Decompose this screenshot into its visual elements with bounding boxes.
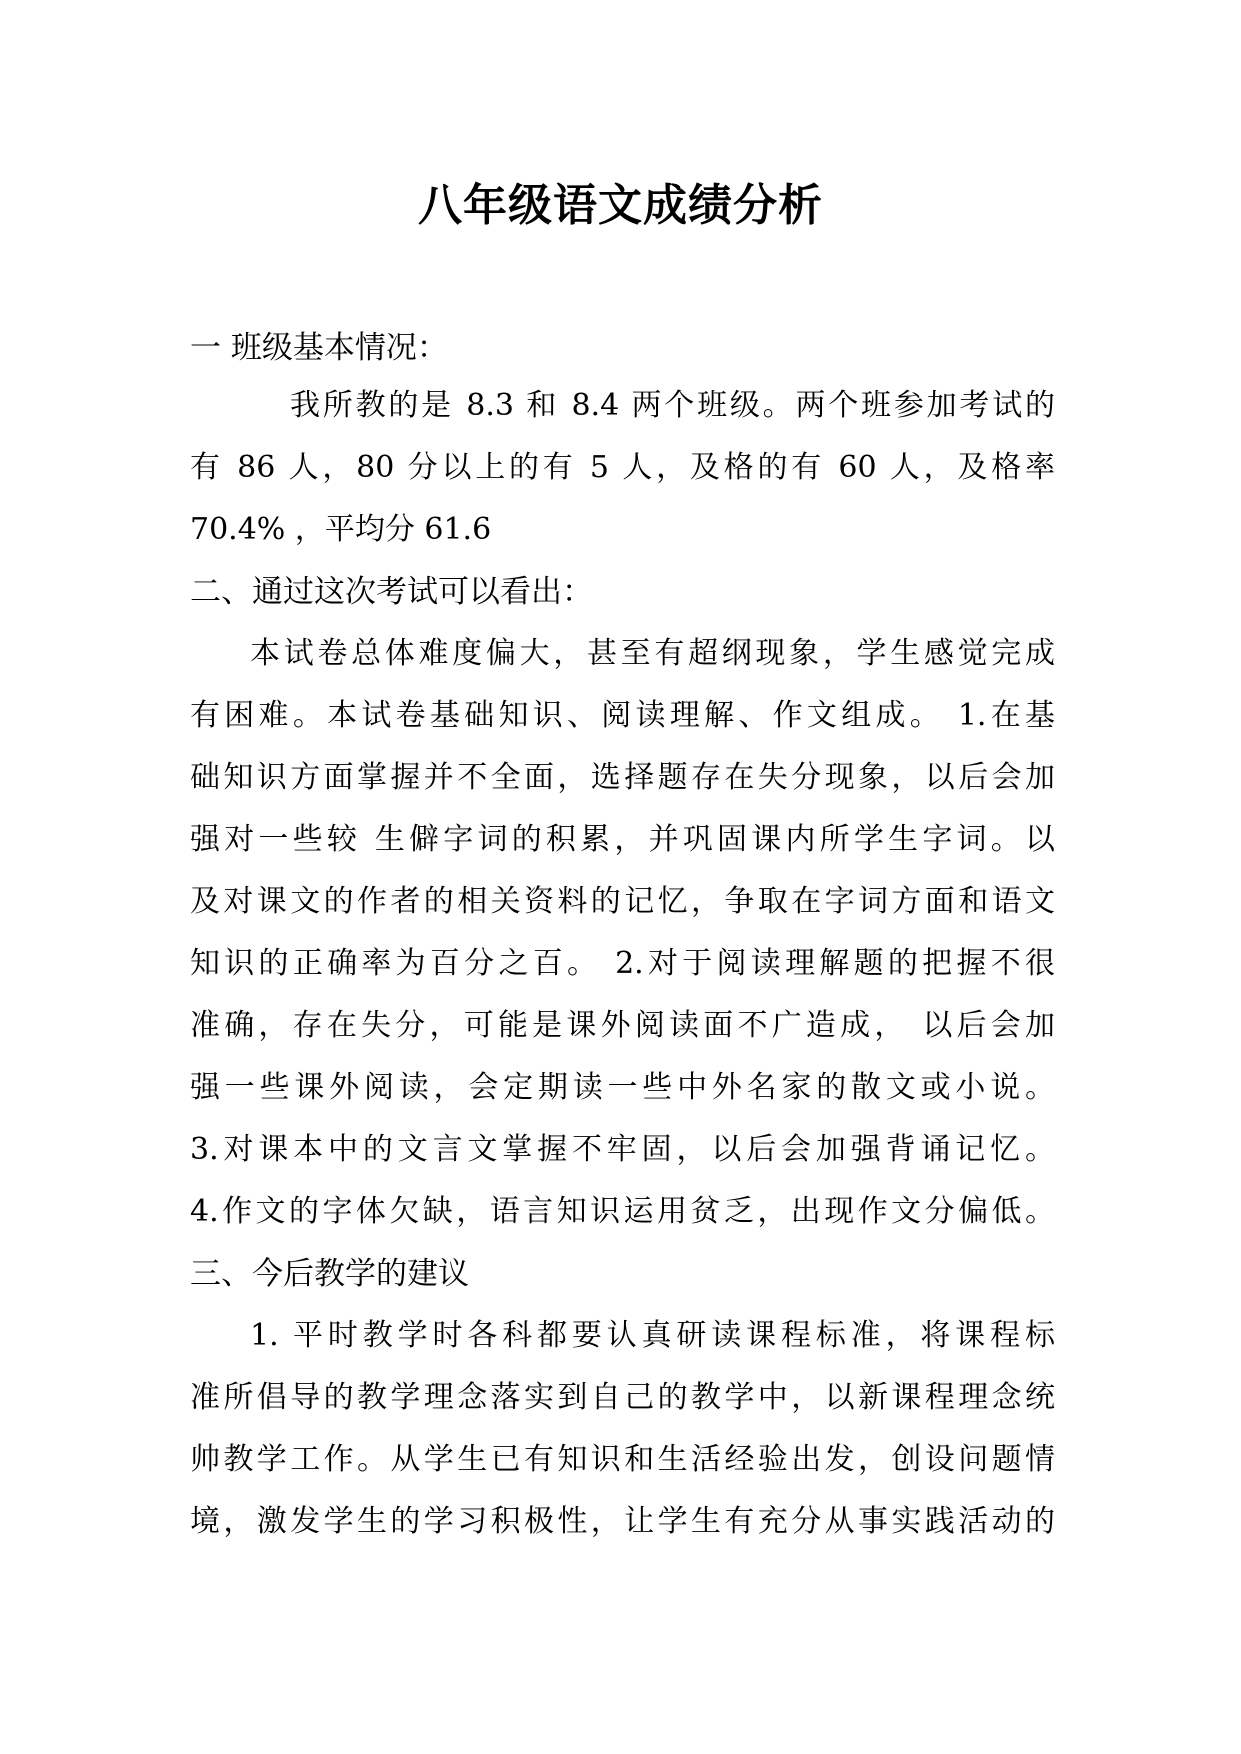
paragraph-line: 强对一些较 生僻字词的积累，并巩固课内所学生字词。以 bbox=[190, 822, 1055, 857]
section-heading-1: 一 班级基本情况： bbox=[190, 330, 448, 366]
paragraph-line: 本试卷总体难度偏大，甚至有超纲现象，学生感觉完成 bbox=[250, 636, 1055, 671]
paragraph-line: 有 86 人，80 分以上的有 5 人，及格的有 60 人，及格率 bbox=[190, 450, 1055, 485]
paragraph-line: 础知识方面掌握并不全面，选择题存在失分现象，以后会加 bbox=[190, 760, 1055, 795]
paragraph-line: 境，激发学生的学习积极性，让学生有充分从事实践活动的 bbox=[190, 1504, 1055, 1539]
section-heading-2: 二、通过这次考试可以看出： bbox=[190, 574, 593, 610]
paragraph-line: 帅教学工作。从学生已有知识和生活经验出发，创设问题情 bbox=[190, 1442, 1055, 1477]
document-title: 八年级语文成绩分析 bbox=[418, 180, 823, 231]
section-heading-3: 三、今后教学的建议 bbox=[190, 1256, 469, 1292]
paragraph-line: 及对课文的作者的相关资料的记忆，争取在字词方面和语文 bbox=[190, 884, 1055, 919]
paragraph-line: 知识的正确率为百分之百。 2.对于阅读理解题的把握不很 bbox=[190, 946, 1055, 981]
paragraph-line: 有困难。本试卷基础知识、阅读理解、作文组成。 1.在基 bbox=[190, 698, 1055, 733]
paragraph-line: 4.作文的字体欠缺，语言知识运用贫乏，出现作文分偏低。 bbox=[190, 1194, 1055, 1229]
paragraph-line: 准确，存在失分，可能是课外阅读面不广造成， 以后会加 bbox=[190, 1008, 1055, 1043]
paragraph-line: 1. 平时教学时各科都要认真研读课程标准，将课程标 bbox=[250, 1318, 1055, 1353]
paragraph-line: 我所教的是 8.3 和 8.4 两个班级。两个班参加考试的 bbox=[290, 388, 1055, 423]
paragraph-line: 强一些课外阅读，会定期读一些中外名家的散文或小说。 bbox=[190, 1070, 1055, 1105]
paragraph-line: 3.对课本中的文言文掌握不牢固，以后会加强背诵记忆。 bbox=[190, 1132, 1055, 1167]
paragraph-line: 准所倡导的教学理念落实到自己的教学中，以新课程理念统 bbox=[190, 1380, 1055, 1415]
paragraph-line: 70.4% ，平均分 61.6 bbox=[190, 512, 492, 547]
